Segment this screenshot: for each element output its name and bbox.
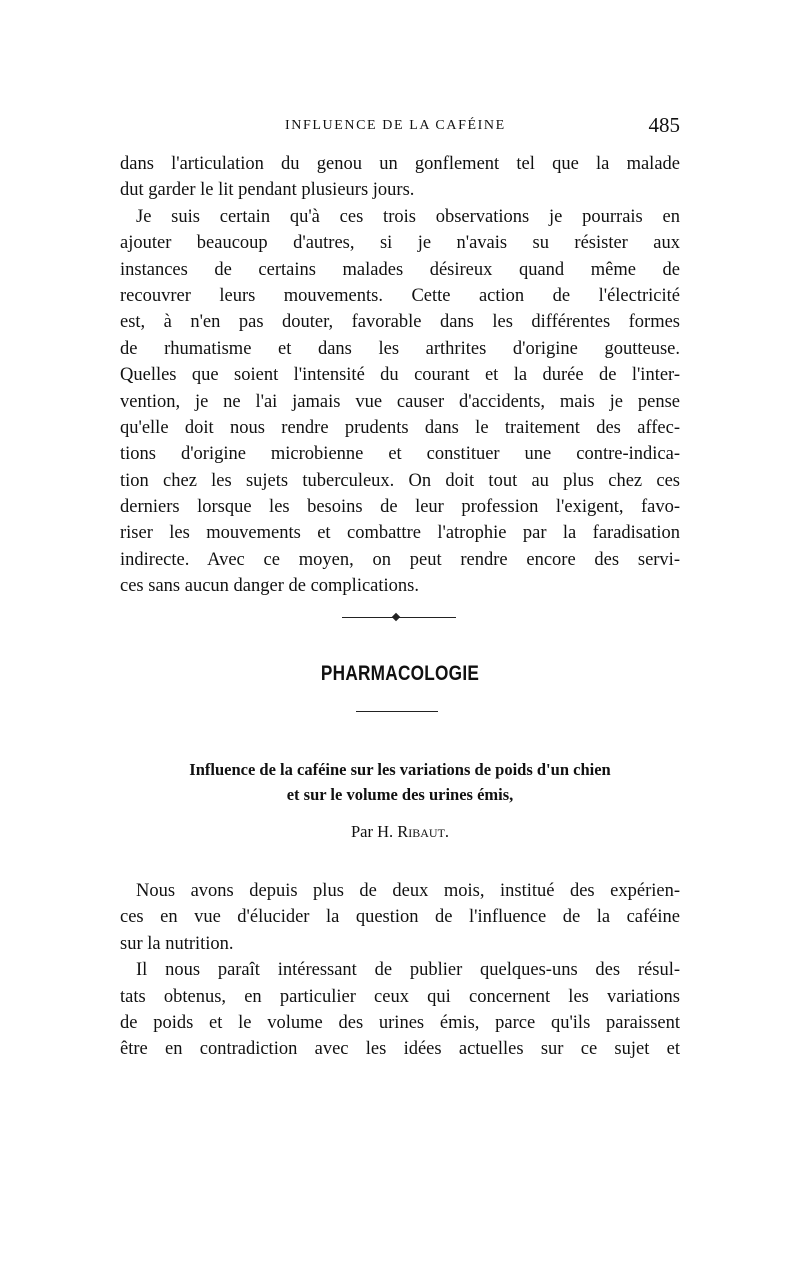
text-line: Je suis certain qu'à ces trois observations je pourrais en bbox=[136, 206, 680, 227]
text-line: ces en vue d'élucider la question de l'influence de la caféine bbox=[120, 907, 680, 928]
text-line: sur la nutrition. bbox=[120, 933, 234, 954]
text-line: tions d'origine microbienne et constituer une contre-indica- bbox=[120, 444, 680, 465]
author-prefix: Par H. bbox=[350, 822, 394, 841]
text-line: derniers lorsque les besoins de leur profession l'exigent, favo- bbox=[120, 497, 680, 518]
text-line: tion chez les sujets tuberculeux. On doit tout au plus chez ces bbox=[120, 470, 680, 491]
text-line: dans l'articulation du genou un gonflement tel que la malade bbox=[120, 154, 680, 174]
body-text-bottom bbox=[120, 878, 680, 1063]
article-title bbox=[110, 757, 690, 807]
article-author bbox=[120, 822, 680, 842]
article-title-line: et sur le volume des urines émis, bbox=[286, 785, 514, 804]
text-line: Il nous paraît intéressant de publier quelques-uns des résul- bbox=[136, 960, 680, 981]
text-line: instances de certains malades désireux quand même de bbox=[120, 259, 680, 280]
text-line: riser les mouvements et combattre l'atrophie par la faradisation bbox=[120, 523, 680, 544]
text-line: Nous avons depuis plus de deux mois, institué des expérien- bbox=[136, 881, 680, 901]
text-line: de rhumatisme et dans les arthrites d'origine goutteuse. bbox=[120, 338, 680, 359]
running-head bbox=[120, 115, 680, 139]
text-line: dut garder le lit pendant plusieurs jours. bbox=[120, 180, 415, 201]
section-title: PHARMACOLOGIE bbox=[320, 662, 480, 685]
text-line: ajouter beaucoup d'autres, si je n'avais su résister aux bbox=[120, 233, 680, 254]
text-line: qu'elle doit nous rendre prudents dans le traitement des affec- bbox=[120, 417, 680, 438]
author-name: Ribaut. bbox=[397, 822, 450, 841]
text-line: indirecte. Avec ce moyen, on peut rendre encore des servi- bbox=[120, 549, 680, 570]
article-title-line: Influence de la caféine sur les variations de poids d'un chien bbox=[189, 760, 611, 779]
text-line: ces sans aucun danger de complications. bbox=[120, 576, 419, 597]
page-number: 485 bbox=[648, 113, 680, 137]
text-line: de poids et le volume des urines émis, parce qu'ils paraissent bbox=[120, 1012, 680, 1033]
text-line: Quelles que soient l'intensité du courant et la durée de l'inter- bbox=[120, 365, 680, 386]
text-line: est, à n'en pas douter, favorable dans les différentes formes bbox=[120, 312, 680, 333]
text-line: être en contradiction avec les idées actuelles sur ce sujet et bbox=[120, 1039, 680, 1060]
title-rule bbox=[356, 711, 438, 712]
text-line: tats obtenus, en particulier ceux qui concernent les variations bbox=[120, 986, 680, 1007]
text-line: vention, je ne l'ai jamais vue causer d'accidents, mais je pense bbox=[120, 391, 680, 412]
text-line: recouvrer leurs mouvements. Cette action de l'électricité bbox=[120, 285, 680, 306]
body-text-top bbox=[120, 151, 680, 600]
running-title: INFLUENCE DE LA CAFÉINE bbox=[285, 118, 506, 133]
section-ornament bbox=[342, 613, 456, 621]
